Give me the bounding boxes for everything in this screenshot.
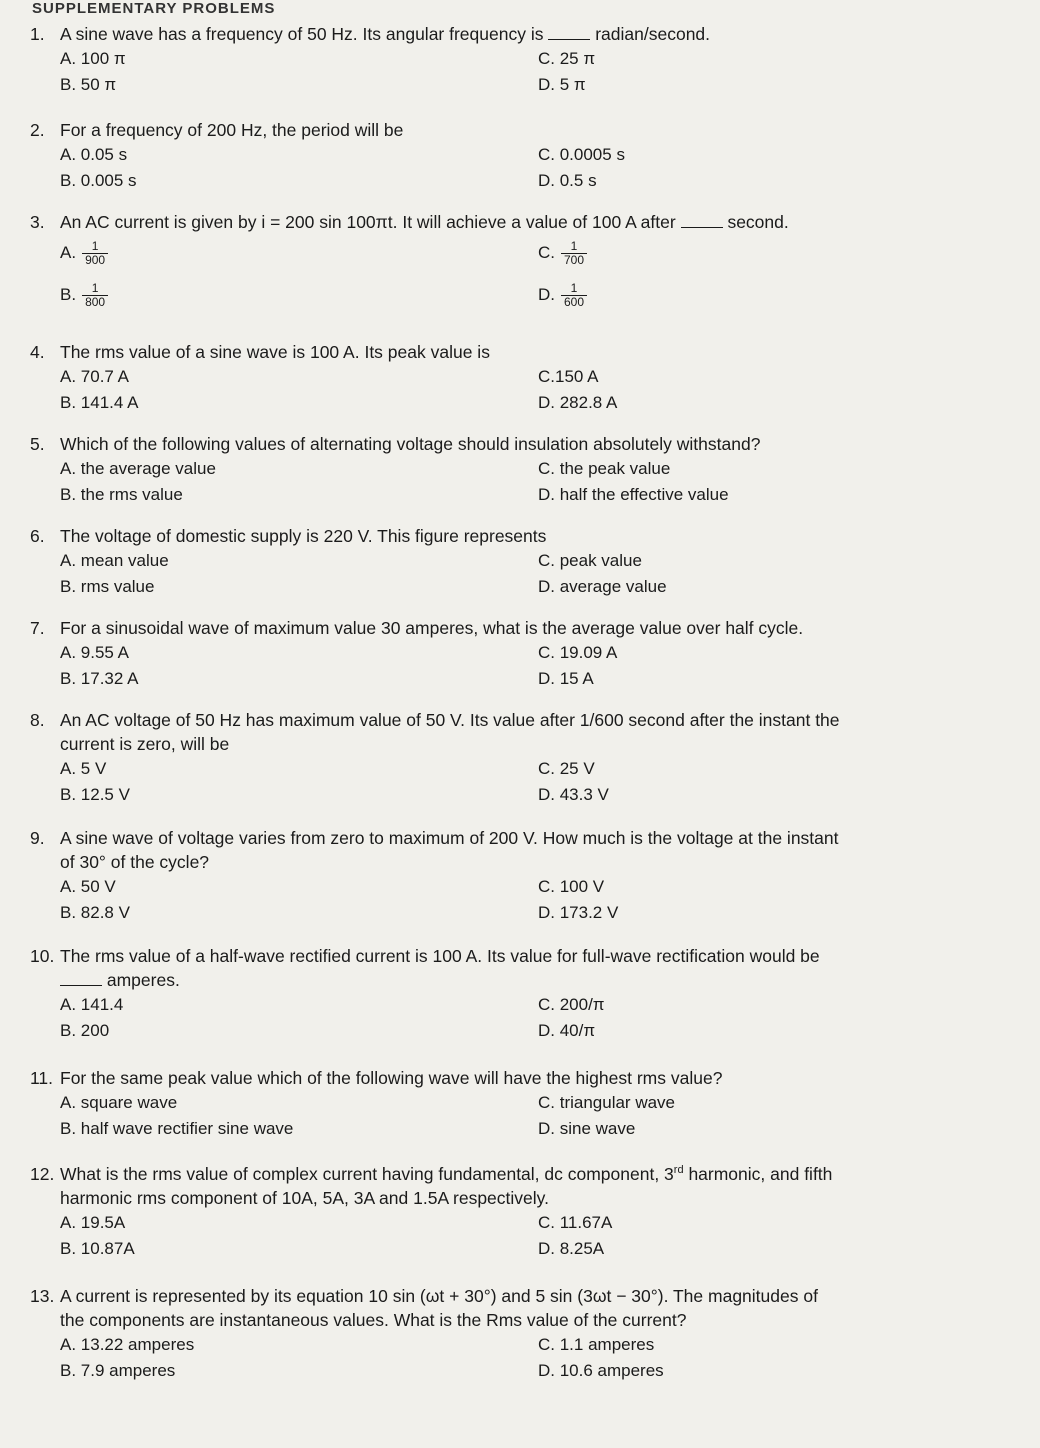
question-text: 7. For a sinusoidal wave of maximum value 30 amperes, what is the average value over half cycle. xyxy=(30,618,804,638)
option-c: C. peak value xyxy=(538,551,642,570)
option-d: D. 40/π xyxy=(538,1021,596,1040)
option-c: C. 0.0005 s xyxy=(538,145,625,164)
question-text: 3. An AC current is given by i = 200 sin 100πt. It will achieve a value of 100 A after second. xyxy=(30,212,789,232)
option-c: C. triangular wave xyxy=(538,1093,676,1112)
options xyxy=(30,46,1010,98)
options xyxy=(30,234,1010,324)
option-c: C. 25 π xyxy=(538,49,596,68)
option-c: C. 25 V xyxy=(538,759,595,778)
question-13 xyxy=(30,1284,1010,1384)
option-a: A. 50 V xyxy=(60,877,116,896)
option-a: A. the average value xyxy=(60,459,216,478)
option-b: B. 141.4 A xyxy=(60,393,139,412)
option-c: C. $\frac{1}{700}$ xyxy=(538,240,587,267)
option-b: B. 10.87A xyxy=(60,1238,135,1258)
options xyxy=(30,756,1010,808)
option-a: A. square wave xyxy=(60,1093,178,1112)
options xyxy=(30,364,1010,416)
options xyxy=(30,456,1010,508)
option-b: B. 12.5 V xyxy=(60,785,130,804)
option-b: B. half wave rectifier sine wave xyxy=(60,1119,294,1138)
question-text: 1. A sine wave has a frequency of 50 Hz. Its angular frequency is radian/second. xyxy=(30,24,711,44)
question-8 xyxy=(30,708,1010,808)
option-a: A. 13.22 amperes xyxy=(60,1335,195,1354)
options xyxy=(30,874,1010,926)
option-b: B. $\frac{1}{800}$ xyxy=(60,282,108,309)
question-text: 11. For the same peak value which of the following wave will have the highest rms value? xyxy=(30,1068,723,1088)
options xyxy=(30,640,1010,692)
option-d: D. 0.5 s xyxy=(538,171,597,190)
option-c: C. 19.09 A xyxy=(538,643,618,662)
option-d: D. 282.8 A xyxy=(538,393,618,412)
option-b: B. 17.32 A xyxy=(60,669,139,688)
question-6 xyxy=(30,524,1010,600)
question-text: 5. Which of the following values of alternating voltage should insulation absolutely withstand? xyxy=(30,434,761,454)
option-d: D. average value xyxy=(538,577,667,596)
question-text: 9. A sine wave of voltage varies from zero to maximum of 200 V. How much is the voltage at the instant of 30° of the cycle? xyxy=(30,828,839,872)
question-2 xyxy=(30,118,1010,194)
option-d: D. 5 π xyxy=(538,75,586,94)
options xyxy=(30,1332,1010,1384)
question-1 xyxy=(30,22,1010,98)
fraction: $\frac{1}{900}$ xyxy=(82,240,108,267)
question-4 xyxy=(30,340,1010,416)
fraction: $\frac{1}{800}$ xyxy=(82,282,108,309)
question-3 xyxy=(30,210,1010,324)
option-b: B. 50 π xyxy=(60,75,117,94)
option-d: D. 10.6 amperes xyxy=(538,1361,664,1380)
option-c: C. 200/π xyxy=(538,995,605,1014)
question-text: 2. For a frequency of 200 Hz, the period will be xyxy=(30,120,404,140)
question-7 xyxy=(30,616,1010,692)
question-text: 12. What is the rms value of complex current having fundamental, dc component, 3rd harmonic, and fifth harmonic rms component of 10A, 5A, 3A and 1.5A respectively. xyxy=(30,1163,833,1208)
page-heading: SUPPLEMENTARY PROBLEMS xyxy=(32,0,276,17)
option-a: A. 70.7 A xyxy=(60,367,129,386)
option-c: C. 100 V xyxy=(538,877,605,896)
option-b: B. 0.005 s xyxy=(60,171,137,190)
option-c: C. the peak value xyxy=(538,459,671,478)
answer-blank xyxy=(60,971,102,986)
fraction: $\frac{1}{700}$ xyxy=(561,240,587,267)
option-a: A. $\frac{1}{900}$ xyxy=(60,240,108,267)
question-5 xyxy=(30,432,1010,508)
question-11 xyxy=(30,1066,1010,1142)
option-b: B. 82.8 V xyxy=(60,903,130,922)
option-a: A. mean value xyxy=(60,551,169,570)
answer-blank xyxy=(548,25,590,40)
options xyxy=(30,548,1010,600)
option-a: A. 5 V xyxy=(60,759,107,778)
option-b: B. 7.9 amperes xyxy=(60,1361,176,1380)
option-a: A. 141.4 xyxy=(60,995,124,1014)
question-10 xyxy=(30,944,1010,1044)
option-d: D. 173.2 V xyxy=(538,903,619,922)
options xyxy=(30,992,1010,1044)
answer-blank xyxy=(681,213,723,228)
options xyxy=(30,1210,1010,1262)
option-c: C. 1.1 amperes xyxy=(538,1335,655,1354)
option-a: A. 19.5A xyxy=(60,1212,126,1232)
option-d: D. sine wave xyxy=(538,1119,636,1138)
question-text: 8. An AC voltage of 50 Hz has maximum value of 50 V. Its value after 1/600 second after the instant the current is zero, will be xyxy=(30,710,840,754)
option-d: D. 8.25A xyxy=(538,1238,605,1258)
option-d: D. $\frac{1}{600}$ xyxy=(538,282,587,309)
option-d: D. half the effective value xyxy=(538,485,729,504)
question-9 xyxy=(30,826,1010,926)
question-text: 13. A current is represented by its equation 10 sin (ωt + 30°) and 5 sin (3ωt − 30°). The magnitudes of the components are instantaneous values. What is the Rms value of the current? xyxy=(30,1286,818,1330)
option-a: A. 9.55 A xyxy=(60,643,129,662)
option-a: A. 0.05 s xyxy=(60,145,128,164)
options xyxy=(30,142,1010,194)
option-c: C.150 A xyxy=(538,367,599,386)
question-text: 6. The voltage of domestic supply is 220 V. This figure represents xyxy=(30,526,547,546)
option-b: B. 200 xyxy=(60,1021,110,1040)
option-b: B. the rms value xyxy=(60,485,183,504)
option-c: C. 11.67A xyxy=(538,1212,613,1232)
fraction: $\frac{1}{600}$ xyxy=(561,282,587,309)
option-a: A. 100 π xyxy=(60,49,126,68)
option-d: D. 43.3 V xyxy=(538,785,609,804)
question-text: 10. The rms value of a half-wave rectified current is 100 A. Its value for full-wave rectification would be amperes. xyxy=(30,946,820,990)
options xyxy=(30,1090,1010,1142)
question-text: 4. The rms value of a sine wave is 100 A. Its peak value is xyxy=(30,342,490,362)
option-d: D. 15 A xyxy=(538,669,594,688)
option-b: B. rms value xyxy=(60,577,155,596)
question-12 xyxy=(30,1158,1010,1262)
